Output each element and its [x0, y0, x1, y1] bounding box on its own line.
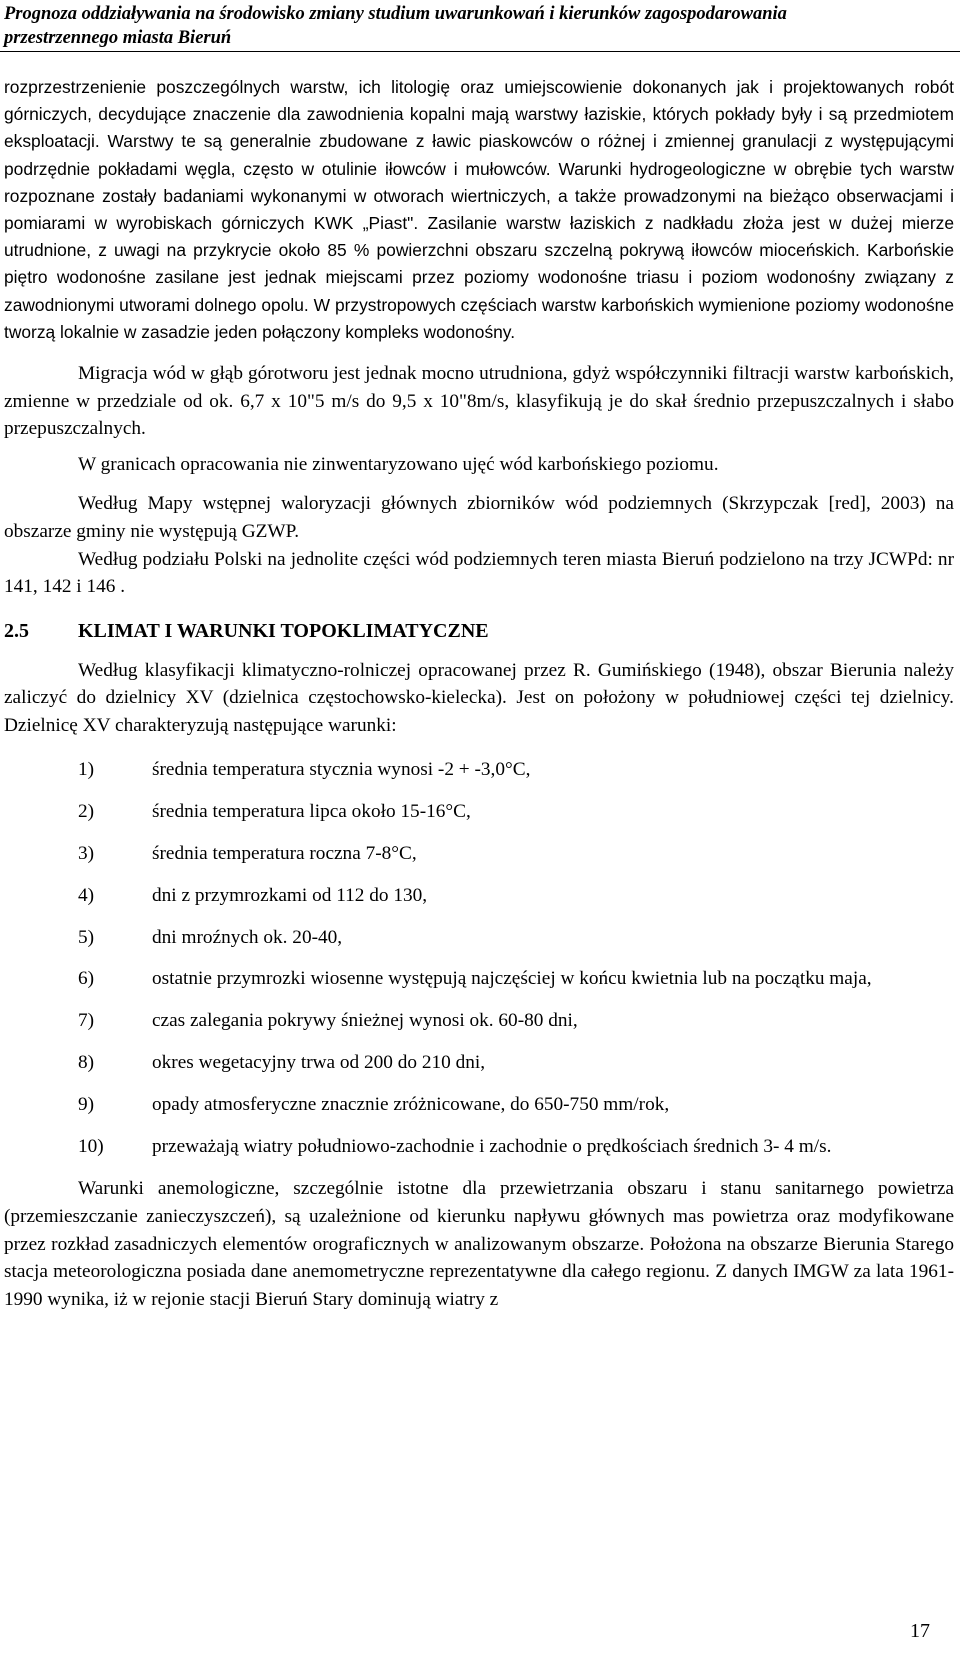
section-heading: [4, 617, 954, 645]
paragraph-migration: Migracja wód w głąb górotworu jest jednak mocno utrudniona, gdyż współczynniki filtracji warstw karbońskich, zmienne w przedziale od ok. 6,7 x 10"5 m/s do 9,5 x 10"8m/s, klasyfikują je do skał średnio przepuszczalnych i słabo przepuszczalnych.: [4, 363, 954, 440]
list-item: 10) przeważają wiatry południowo-zachodnie i zachodnie o prędkościach średnich 3- 4 m/s.: [78, 1136, 832, 1158]
list-item: 3) średnia temperatura roczna 7-8°C,: [78, 842, 417, 864]
page-body: [4, 74, 954, 1313]
paragraph-anemology: Warunki anemologiczne, szczególnie istotne dla przewietrzania obszaru i stanu sanitarnego powietrza (przemieszczanie zanieczyszczeń), są uzależnione od kierunku napływu głównych mas powietrza oraz modyfikowane przez rozkład zasadniczych elementów orograficznych w analizowanym obszarze. Położona na obszarze Bierunia Starego stacja meteorologiczna posiada dane anemometryczne reprezentatywne dla całego regionu. Z danych IMGW za lata 1961-1990 wynika, iż w rejonie stacji Bieruń Stary dominują wiatry z: [4, 1178, 954, 1310]
paragraph-climate-intro: Według klasyfikacji klimatyczno-rolniczej opracowanej przez R. Gumińskiego (1948), obszar Bierunia należy zaliczyć do dzielnicy XV (dzielnica częstochowsko-kielecka). Jest on położony w południowej części tej dzielnicy. Dzielnicę XV charakteryzują następujące warunki:: [4, 659, 954, 736]
paragraph-jcwpd: Według podziału Polski na jednolite części wód podziemnych teren miasta Bieruń podzielono na trzy JCWPd: nr 141, 142 i 146 .: [4, 548, 954, 598]
climate-conditions-list: [4, 756, 954, 1161]
page-number: 17: [910, 1620, 930, 1642]
section-number: 2.5: [4, 619, 29, 642]
list-item: 5) dni mroźnych ok. 20-40,: [78, 926, 343, 948]
list-item: 7) czas zalegania pokrywy śnieżnej wynosi ok. 60-80 dni,: [78, 1010, 578, 1032]
paragraph-gzwp: Według Mapy wstępnej waloryzacji głównych zbiorników wód podziemnych (Skrzypczak [red], 2003) na obszarze gminy nie występują GZWP.: [4, 493, 954, 542]
list-item: 4) dni z przymrozkami od 112 do 130,: [78, 884, 428, 906]
running-header: [4, 2, 954, 50]
section-title: KLIMAT I WARUNKI TOPOKLIMATYCZNE: [78, 619, 489, 642]
list-item: 8) okres wegetacyjny trwa od 200 do 210 dni,: [78, 1052, 486, 1074]
paragraph-intakes: W granicach opracowania nie zinwentaryzowano ujęć wód karbońskiego poziomu.: [78, 453, 719, 475]
paragraph-hydrogeology: rozprzestrzenienie poszczególnych warstw, ich litologię oraz umiejscowienie dokonanych jak i projektowanych robót górniczych, decydujące znaczenie dla zawodnienia kopalni mają warstwy łaziskie, których pokłady były i są przedmiotem eksploatacji. Warstwy te są generalnie zbudowane z ławic piaskowców o różnej i zmiennej granulacji z występującymi podrzędnie pokładami węgla, często w otulinie iłowców i mułowców. Warunki hydrogeologiczne w obrębie tych warstw rozpoznane zostały badaniami wykonanymi w otworach wiertniczych, a także prowadzonymi na bieżąco obserwacjami i pomiarami w wyrobiskach górniczych KWK „Piast". Zasilanie warstw łaziskich z nadkładu złoża jest w dużej mierze utrudnione, z uwagi na przykrycie około 85 % powierzchni obszaru szczelną pokrywą iłowców mioceńskich. Karbońskie piętro wodonośne zasilane jest jednak miejscami przez poziomy wodonośne triasu i poziom wodonośny związany z zawodnionymi utworami dolnego opolu. W przystropowych częściach warstw karbońskich wymienione poziomy wodonośne tworzą lokalnie w zasadzie jeden połączony kompleks wodonośny.: [4, 77, 954, 342]
list-item: 6) ostatnie przymrozki wiosenne występują najczęściej w końcu kwietnia lub na początku maja,: [78, 968, 872, 990]
list-item: 2) średnia temperatura lipca około 15-16°C,: [78, 800, 471, 822]
header-divider: [0, 51, 960, 52]
list-item: 9) opady atmosferyczne znacznie zróżnicowane, do 650-750 mm/rok,: [78, 1094, 670, 1116]
header-line-1: Prognoza oddziaływania na środowisko zmiany studium uwarunkowań i kierunków zagospodarowania: [4, 4, 787, 24]
header-line-2: przestrzennego miasta Bieruń: [4, 28, 232, 48]
list-item: 1) średnia temperatura stycznia wynosi -2 + -3,0°C,: [78, 758, 531, 780]
